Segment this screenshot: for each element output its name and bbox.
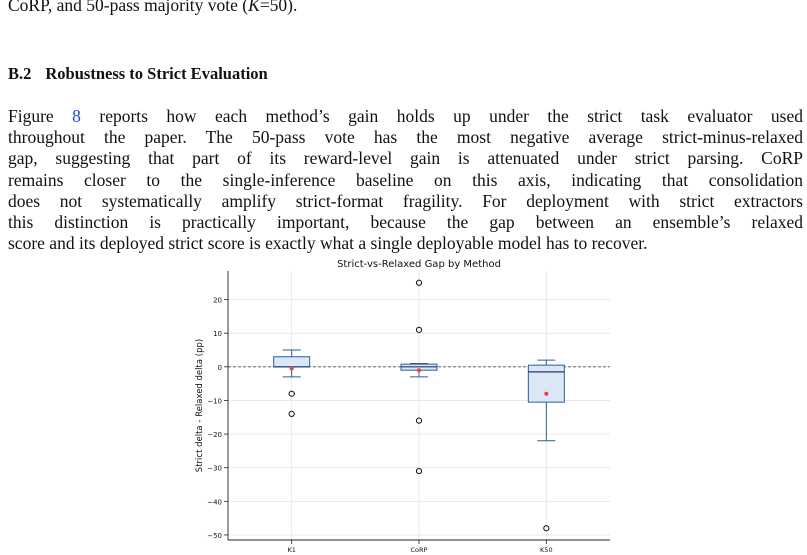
- section-heading: [8, 64, 268, 84]
- paragraph-line: Figure 8 reports how each method’s gain holds up under the strict task evaluator used: [8, 106, 803, 126]
- y-tick-label: 20: [213, 296, 222, 305]
- section-number: B.2: [8, 64, 32, 83]
- paragraph-line: gap, suggesting that part of its reward-level gain is attenuated under strict parsing. CoRP: [8, 148, 803, 169]
- y-tick-label: −10: [207, 397, 222, 406]
- figure-ref-link[interactable]: 8: [72, 106, 81, 126]
- y-tick-label: −40: [207, 498, 222, 507]
- y-tick-label: −50: [207, 531, 222, 540]
- paragraph-line: does not systematically amplify strict-format fragility. For deployment with strict extractors: [8, 190, 803, 211]
- box-iqr: [528, 365, 564, 402]
- top-line: CoRP, and 50-pass majority vote (K=50).: [8, 0, 297, 16]
- box-iqr: [274, 357, 310, 367]
- mean-marker: [417, 368, 421, 372]
- y-tick-label: −30: [207, 464, 222, 473]
- chart-title: Strict-vs-Relaxed Gap by Method: [337, 259, 501, 270]
- x-tick-label: CoRP: [410, 546, 428, 554]
- grid-layer: [228, 271, 610, 540]
- paragraph: [8, 106, 803, 254]
- y-tick-label: 0: [217, 363, 222, 372]
- y-axis-label: Strict delta - Relaxed delta (pp): [195, 338, 205, 473]
- axis-layer: [207, 271, 610, 554]
- mean-marker: [290, 367, 294, 371]
- x-tick-label: K50: [540, 546, 553, 554]
- paragraph-line: score and its deployed strict score is exactly what a single deployable model has to recover.: [8, 233, 648, 254]
- k-symbol: K: [248, 0, 260, 15]
- section-title: Robustness to Strict Evaluation: [45, 64, 268, 83]
- paragraph-line: this distinction is practically important, because the gap between an ensemble’s relaxed: [8, 212, 803, 233]
- boxplot-figure: [180, 252, 620, 555]
- x-tick-label: K1: [287, 546, 296, 554]
- paragraph-line: remains closer to the single-inference baseline on this axis, indicating that consolidation: [8, 169, 803, 190]
- mean-marker: [544, 392, 548, 396]
- y-tick-label: 10: [213, 330, 222, 339]
- y-tick-label: −20: [207, 431, 222, 440]
- paragraph-line: throughout the paper. The 50-pass vote has the most negative average strict-minus-relaxed: [8, 127, 803, 148]
